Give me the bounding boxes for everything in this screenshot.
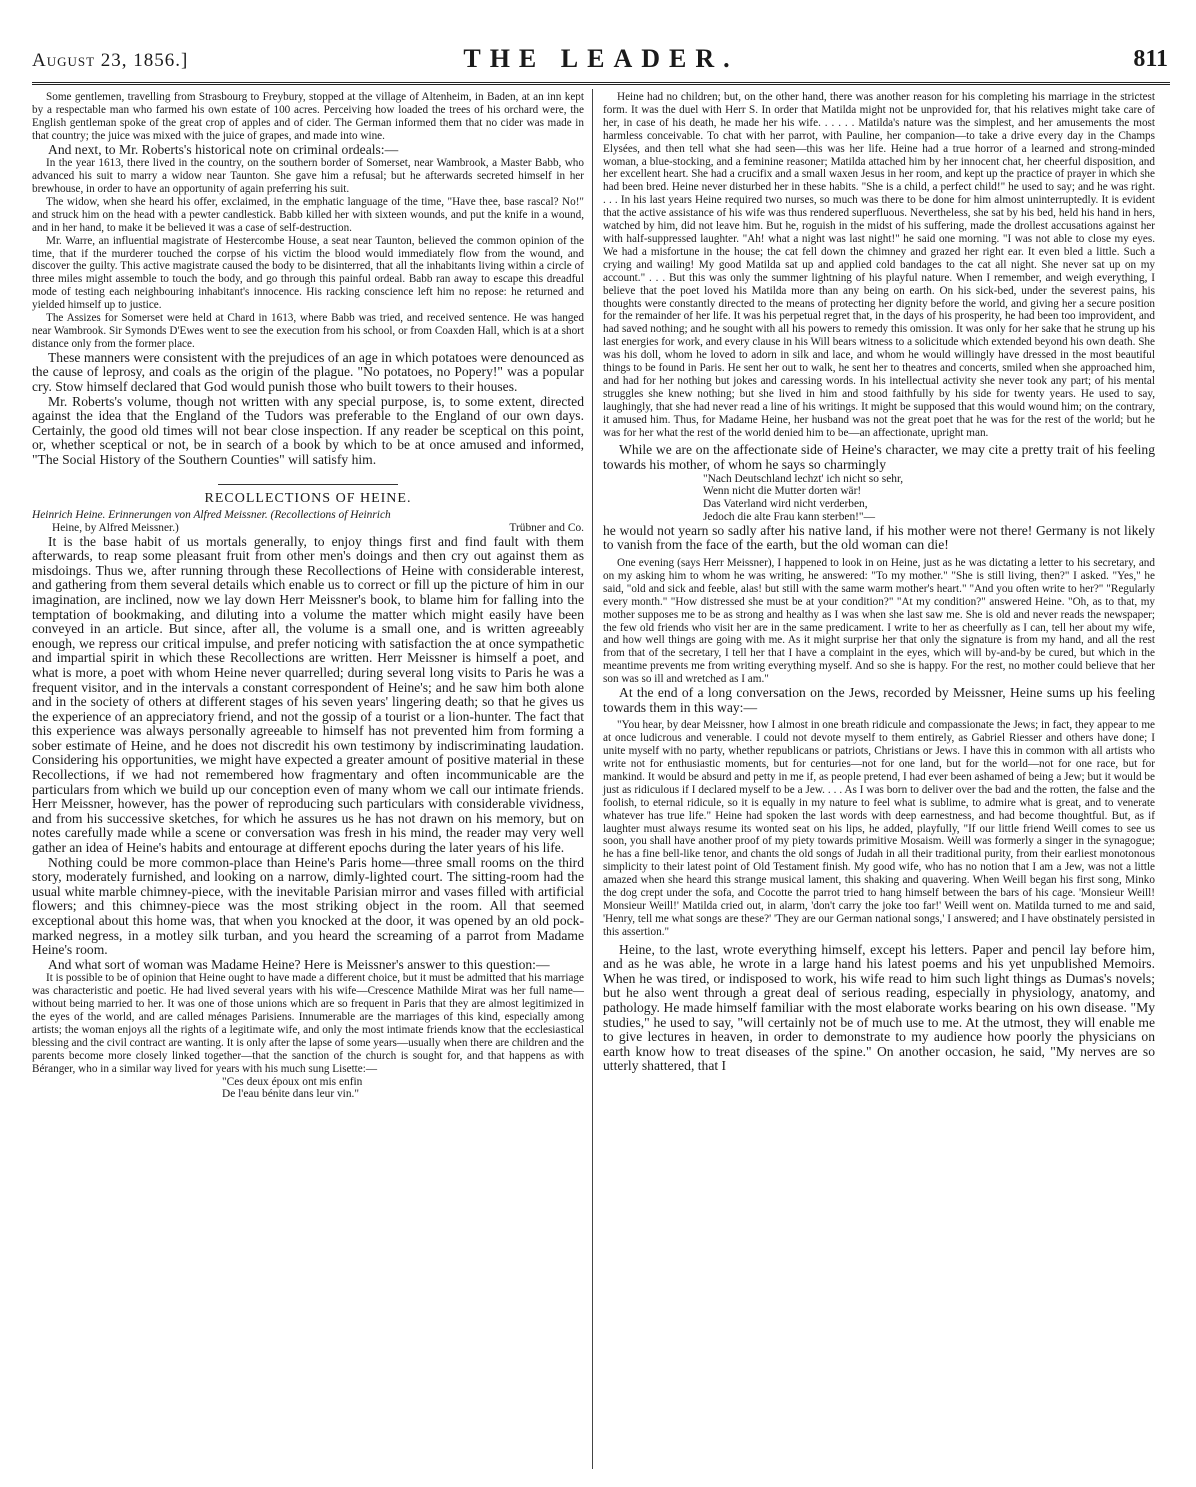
paragraph: It is the base habit of us mortals generally, to enjoy things first and find fault with them afterwards, to reap some pleasant fruit from other men's doings and then cry out against them as misdoings. Thus we, after running through these Recollections of Heine with considerable interest, and gathering from them several details which enable us to correct or fill up the picture of him in our imagination, are inclined, now we lay down Herr Meissner's book, to blame him for falling into the temptation of bookmaking, and diluting into a volume the matter which might easily have been conveyed in an article. But since, after all, the volume is a small one, and is written agreeably enough, we repress our critical impulse, and prefer noticing with satisfaction the at once sympathetic and impartial spirit in which these Recollections are written. Herr Meissner is himself a poet, and what is more, a poet with whom Heine never quarrelled; during several long visits to Paris he was a frequent visitor, and in the intervals a constant correspondent of Heine's; and he saw him both alone and in the society of others at different stages of his seven years' lingering death; so that he gives us the experience of an appreciatory friend, and not the gossip of a tourist or a lion-hunter. The fact that this experience was always personally agreeable to himself has not prevented him from forming a sober estimate of Heine, and he does not discredit his own testimony by indiscriminating laudation. Considering his opportunities, we might have expected a greater amount of positive material in these Recollections, if we had not remembered how fragmentary and often incommunicable are the particulars from which we build up our conception even of many whom we call our intimate friends. Herr Meissner, however, has the power of reproducing such particulars with considerable vividness, and from his successive sketches, for which he assures us he has not drawn on his memory, but on notes carefully made while a scene or conversation was fresh in his mind, the reader may very well gather an idea of Heine's habits and entourage at different epochs during the later years of his life. [32,533,584,856]
verse-line: Jedoch die alte Frau kann sterben!"— [703,511,875,524]
right-column [593,85,1155,1475]
quote-paragraph: One evening (says Herr Meissner), I happened to look in on Heine, just as he was dictating a letter to his secretary, and on my asking him to whom he was writing, he answered: "To my mother." "She is still living, then?" I asked. "Yes," he said, "old and sick and feeble, alas! but still with the same warm mother's heart." "And you often write to her?" "Regularly every month." "How distressed she must be at your condition?" "At my condition?" answered Heine. "Oh, as to that, my mother supposes me to be as strong and healthy as I was when she last saw me. She is old and never reads the newspaper; the few old friends who visit her are in the same predicament. I write to her as cheerfully as I can, tell her about my wife, and how well things are going with me. As it might surprise her that only the signature is from my hand, and all the rest from that of the secretary, I tell her that I have a complaint in the eyes, which will by-and-by be cured, but which in the meantime prevents me from writing everything myself. And so she is happy. For the rest, no mother could believe that her son was so ill and wretched as I am." [603,557,1155,686]
paragraph: Nothing could be more common-place than Heine's Paris home—three small rooms on the third story, moderately furnished, and looking on a narrow, dimly-lighted court. The sitting-room had the usual white marble chimney-piece, with the inevitable Parisian mirror and vases filled with artificial flowers; and this chimney-piece was the most striking object in the room. All that seemed exceptional about this home was, that when you knocked at the door, it was opened by an old pock-marked negress, in a motley silk turban, and you heard the screaming of a parrot from Madame Heine's room. [32,854,584,958]
verse-line: "Ces deux époux ont mis enfin [222,1075,363,1088]
left-column [32,85,592,1475]
verse-line: "Nach Deutschland lechzt' ich nicht so sehr, [703,472,904,485]
paragraph: And next, to Mr. Roberts's historical note on criminal ordeals:— [48,141,399,157]
article-byline-continued [32,522,584,535]
verse-line: Das Vaterland wird nicht verderben, [703,498,868,511]
paragraph: he would not yearn so sadly after his native land, if his mother were not there! Germany is not likely to vanish from the face of the earth, but the old woman can die! [603,522,1155,553]
publisher: Trübner and Co. [509,521,584,534]
newspaper-title: THE LEADER. [463,44,739,73]
verse-line: Wenn nicht die Mutter dorten wär! [703,485,862,498]
quote-paragraph: The widow, when she heard his offer, exclaimed, in the emphatic language of the time, "Have thee, base rascal? No!" and struck him on the head with a pewter candlestick. Babb killed her with sixteen wounds, and put the knife in a wound, and in her hand, to make it be believed it was a case of self-destruction. [32,195,584,234]
byline-title: Heinrich Heine. Erinnerungen von Alfred Meissner. (Recollections of Heinrich [32,508,391,521]
section-divider [218,484,398,485]
quote-paragraph: Mr. Warre, an influential magistrate of Hestercombe House, a seat near Taunton, believed the common opinion of the time, that if the murderer touched the corpse of his victim the blood would immediately flow from the wound, and discover the guilty. This active magistrate caused the body to be disinterred, that all the inhabitants living within a circle of three miles might assemble to touch the body, and go through this painful ordeal. Babb ran away to escape this dreadful mode of testing each neighbouring inhabitant's innocence. His racking conscience left him no repose: he returned and yielded himself up to justice. [32,234,584,312]
article-byline [32,509,584,522]
issue-date: August 23, 1856.] [32,50,189,71]
quote-paragraph: "You hear, by dear Meissner, how I almost in one breath ridicule and compassionate the Jews; in fact, they appear to me at once ludicrous and venerable. I could not devote myself to them entirely, as Gabriel Riesser and others have done; I unite myself with no party, whether republicans or patriots, Christians or Jews. I have this in common with all artists who write not for enthusiastic moments, but for centuries—not for one land, but for the world—not for one race, but for mankind. It would be absurd and petty in me if, as people pretend, I had ever been ashamed of being a Jew; but it would be just as ridiculous if I declared myself to be a Jew. . . . As I was born to deliver over the bad and the rotten, the false and the foolish, to eternal ridicule, so it is equally in my nature to feel what is sublime, to admire what is great, and to venerate whatever has true life." Heine had spoken the last words with deep earnestness, and had become thoughtful. But, as if laughter must always resume its wonted seat on his lips, he added, playfully, "If our little friend Weill comes to see us soon, you shall have another proof of my piety towards primitive Mosaism. Weill was formerly a singer in the synagogue; he has a fine bell-like tenor, and chants the old songs of Judah in all their traditional purity, from their earliest monotonous simplicity to their latest point of Old Testament finish. My good wife, who has no notion that I am a Jew, was not a little amazed when she heard this strange musical lament, this shaking and quavering. When Weill began his first song, Minko the dog crept under the sofa, and Cocotte the parrot tried to hang himself between the bars of his cage. 'Monsieur Weill! Monsieur Weill!' Matilda cried out, in alarm, 'don't carry the joke too far!' Weill went on. Matilda turned to me and said, 'Henry, tell me what songs are these?' 'They are our German national songs,' I answered; and I have obstinately persisted in this assertion." [603,719,1155,938]
quote-paragraph: It is possible to be of opinion that Heine ought to have made a different choice, but it must be admitted that his marriage was characteristic and poetic. He had lived several years with his wife—Crescence Mathilde Mirat was her full name—without being married to her. It was one of those unions which are so frequent in Paris that they are almost legitimized in the eyes of the world, and are called ménages Parisiens. Innumerable are the marriages of this kind, especially among artists; the woman enjoys all the rights of a legitimate wife, and only the most intimate friends know that the ecclesiastical blessing and the civil contract are wanting. It is only after the lapse of some years—usually when there are children and the parents become more closely linked together—that the sanction of the church is sought for, and that happens as with Béranger, who in a similar way lived for years with his much sung Lisette:— [32,972,584,1075]
paragraph: Heine, to the last, wrote everything himself, except his letters. Paper and pencil lay before him, and as he was able, he wrote in a large hand his latest poems and his yet unpublished Memoirs. When he was tired, or indisposed to work, his wife read to him such light things as Dumas's novels; but he also went through a great deal of serious reading, especially in physiology, anatomy, and pathology. He made himself familiar with the most elaborate works bearing on his own disease. "My studies," he used to say, "will certainly not be of much use to me. At the utmost, they will enable me to give lectures in heaven, in order to demonstrate to my audience how poorly the physicians on earth know how to treat diseases of the spine." On another occasion, he said, "My nerves are so utterly shattered, that I [603,941,1155,1074]
byline-author: Heine, by Alfred Meissner.) [52,521,179,534]
quote-paragraph: Heine had no children; but, on the other hand, there was another reason for his completing his marriage in the strictest form. It was the duel with Herr S. In order that Matilda might not be unprovided for, that his relatives might take care of her, in case of his death, he made her his wife. . . . . . Matilda's nature was the simplest, and her amusements the most harmless conceivable. To chat with her parrot, with Pauline, her companion—to take a drive every day in the Champs Elysées, and then tell what she had seen—this was her life. Heine had a true horror of a learned and strong-minded woman, a blue-stocking, and a feminine reasoner; Matilda attached him by her innocent chat, her cheerful disposition, and her excellent heart. She had a crucifix and a small waxen Jesus in her room, and kept up the practice of prayer in which she had been bred. Heine never disturbed her in these habits. "She is a child, a perfect child!" he used to say; and he was right. . . . In his last years Heine required two nurses, so much was there to be done for him almost uninterruptedly. It is evident that the active assistance of his wife was thus rendered superfluous. Nevertheless, she sat by his bed, held his hand in hers, watched by him, did not leave him. But he, roguish in the midst of his suffering, made the drollest accusations against her with half-suppressed laughter. "Ah! what a night was last night!" he said one morning. "I was not able to close my eyes. We had a misfortune in the house; the cat fell down the chimney and grazed her right ear. It even bled a little. Such a crying and wailing! My good Matilda sat up and applied cold bandages to the cat all night. She never sat up on my account." . . . But this was only the summer lightning of his playful nature. When I remember, and weigh everything, I believe that the poet loved his Matilda more than any being on earth. On his sick-bed, under the severest pains, his thoughts were constantly directed to the means of protecting her dignity before the world, and giving her a secure position for the remainder of her life. It was his perpetual regret that, in the days of his prosperity, he had been too improvident, and had saved nothing; and he sought with all his powers to remedy this omission. It was only for her sake that he strung up his last energies for work, and every clause in his Will bears witness to a solicitude which extended beyond his own death. She was his doll, whom he loved to adorn in silk and lace, and whom he would willingly have dressed in the most beautiful things to be found in Paris. He sent her out to walk, he sent her to theatres and concerts, smiled when she approached him, and had for her nothing but jokes and caressing words. In his intellectual activity she never took any part; of his mental struggles she knew nothing; but she lived in him and stood faithfully by his side for twenty years. He used to say, laughingly, that she had never read a line of his writings. It might be supposed that this would wound him; on the contrary, it amused him. Thus, for Madame Heine, her husband was not the great poet that he was for the rest of the world; but he was for her what the rest of the world denied him to be—an affectionate, upright man. [603,91,1155,439]
verse-line: De l'eau bénite dans leur vin." [222,1088,360,1101]
article-heading: RECOLLECTIONS OF HEINE. [204,490,412,506]
masthead [32,40,1170,82]
quote-paragraph: In the year 1613, there lived in the country, on the southern border of Somerset, near Wambrook, a Master Babb, who advanced his suit to marry a widow near Taunton. She gave him a refusal; but he afterwards secreted himself in her brewhouse, in order to have an opportunity of again preferring his suit. [32,157,584,196]
page-number: 811 [1133,46,1168,72]
columns [32,85,1170,1475]
paragraph: Mr. Roberts's volume, though not written with any special purpose, is, to some extent, directed against the idea that the England of the Tudors was preferable to the England of our own days. Certainly, the good old times will not bear close inspection. If any reader be sceptical on this point, or, whether sceptical or not, be in search of a book by which to be at once amused and informed, "The Social History of the Southern Counties" will satisfy him. [32,393,584,467]
paragraph: These manners were consistent with the prejudices of an age in which potatoes were denounced as the cause of leprosy, and coals as the origin of the plague. "No potatoes, no Popery!" was a popular cry. Stow himself declared that God would punish those who built towers to their houses. [32,349,584,394]
paragraph: At the end of a long conversation on the Jews, recorded by Meissner, Heine sums up his feeling towards them in this way:— [603,685,1155,715]
quote-paragraph: The Assizes for Somerset were held at Chard in 1613, where Babb was tried, and received sentence. He was hanged near Wambrook. Sir Symonds D'Ewes went to see the execution from his school, or from Coaxden Hall, which is at a short distance only from the former place. [32,312,584,350]
paragraph: While we are on the affectionate side of Heine's character, we may cite a pretty trait of his feeling towards his mother, of whom he says so charmingly [603,442,1155,473]
paragraph: Some gentlemen, travelling from Strasbourg to Freybury, stopped at the village of Altenheim, in Baden, at an inn kept by a respectable man who farmed his own estate of 100 acres. Perceiving how loaded the trees of his orchard were, the English gentleman spoke of the great crop of apples and of cider. The German informed them that no cider was made in that country; the juice was mixed with the juice of grapes, and made into wine. [32,91,584,142]
paragraph: And what sort of woman was Madame Heine? Here is Meissner's answer to this question:— [48,956,550,972]
